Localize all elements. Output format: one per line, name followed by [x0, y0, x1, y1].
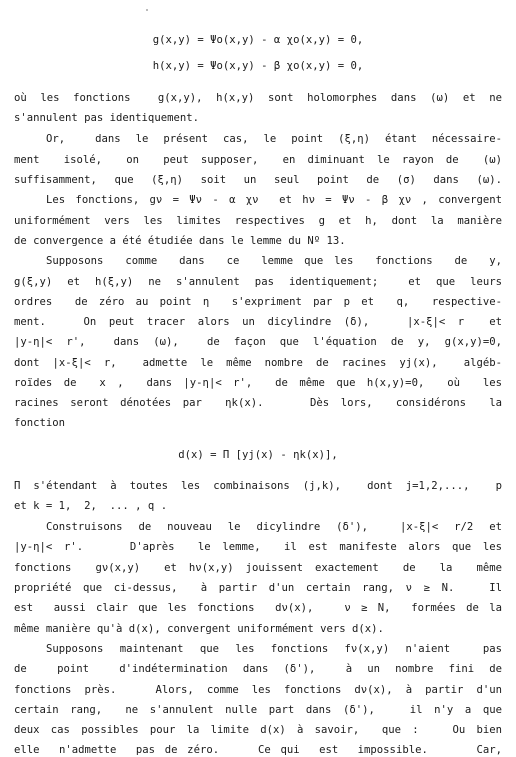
text-line: certain rang, ne s'annulent nulle part dans (δ'), il n'y a que: [14, 704, 502, 716]
text-line: Π s'étendant à toutes les combinaisons (j,k), dont j=1,2,..., p: [14, 480, 502, 492]
text-line: et k = 1, 2, ... , q .: [14, 500, 168, 512]
text-line: g(ξ,y) et h(ξ,y) ne s'annulent pas identiquement; et que leurs: [14, 276, 502, 288]
text-line: Supposons maintenant que les fonctions fν(x,y) n'aient pas: [46, 643, 502, 655]
text-line: deux cas possibles pour la limite d(x) à savoir, que : Ou bien: [14, 724, 502, 736]
text-line: Les fonctions, gν = Ψν - α χν et hν = Ψν - β χν , convergent: [46, 194, 502, 206]
text-line: de convergence a été étudiée dans le lemme du Nº 13.: [14, 235, 346, 247]
scan-speck: [146, 9, 148, 11]
text-line: dont |x-ξ|< r, admette le même nombre de racines yj(x), algéb-: [14, 357, 502, 369]
text-line: racines seront dénotées par ηk(x). Dès lors, considérons la: [14, 397, 502, 409]
text-line: est aussi clair que les fonctions dν(x), ν ≥ N, formées de la: [14, 602, 502, 614]
text-line: roïdes de x , dans |y-η|< r', de même que h(x,y)=0, où les: [14, 377, 502, 389]
text-line: suffisamment, que (ξ,η) soit un seul point de (σ) dans (ω).: [14, 174, 502, 186]
text-line: propriété que ci-dessus, à partir d'un certain rang, ν ≥ N. Il: [14, 582, 502, 594]
text-line: Or, dans le présent cas, le point (ξ,η) étant nécessaire-: [46, 133, 502, 145]
text-line: ment isolé, on peut supposer, en diminuant le rayon de (ω): [14, 154, 502, 166]
text-line: elle n'admette pas de zéro. Ce qui est impossible. Car,: [14, 744, 502, 756]
text-line: fonctions près. Alors, comme les fonctions dν(x), à partir d'un: [14, 684, 502, 696]
text-line: ment. On peut tracer alors un dicylindre (δ), |x-ξ|< r et: [14, 316, 502, 328]
text-line: Supposons comme dans ce lemme que les fonctions de y,: [46, 255, 502, 267]
text-line: de point d'indétermination dans (δ'), à un nombre fini de: [14, 663, 502, 675]
text-line: d(x) = Π [yj(x) - ηk(x)],: [178, 449, 338, 461]
text-line: s'annulent pas identiquement.: [14, 112, 199, 124]
text-line: |y-η|< r', dans (ω), de façon que l'équation de y, g(x,y)=0,: [14, 336, 502, 348]
text-line: Construisons de nouveau le dicylindre (δ'), |x-ξ|< r/2 et: [46, 521, 502, 533]
text-line: même manière qu'à d(x), convergent uniformément vers d(x).: [14, 623, 384, 635]
text-line: fonction: [14, 417, 66, 429]
text-line: h(x,y) = Ψo(x,y) - β χo(x,y) = 0,: [152, 60, 364, 72]
text-line: fonctions gν(x,y) et hν(x,y) jouissent exactement de la même: [14, 562, 502, 574]
text-line: ordres de zéro au point η s'expriment par p et q, respective-: [14, 296, 502, 308]
text-line: où les fonctions g(x,y), h(x,y) sont holomorphes dans (ω) et ne: [14, 92, 502, 104]
text-line: g(x,y) = Ψo(x,y) - α χo(x,y) = 0,: [152, 34, 364, 46]
text-line: |y-η|< r'. D'après le lemme, il est manifeste alors que les: [14, 541, 502, 553]
text-line: uniformément vers les limites respectives g et h, dont la manière: [14, 215, 502, 227]
